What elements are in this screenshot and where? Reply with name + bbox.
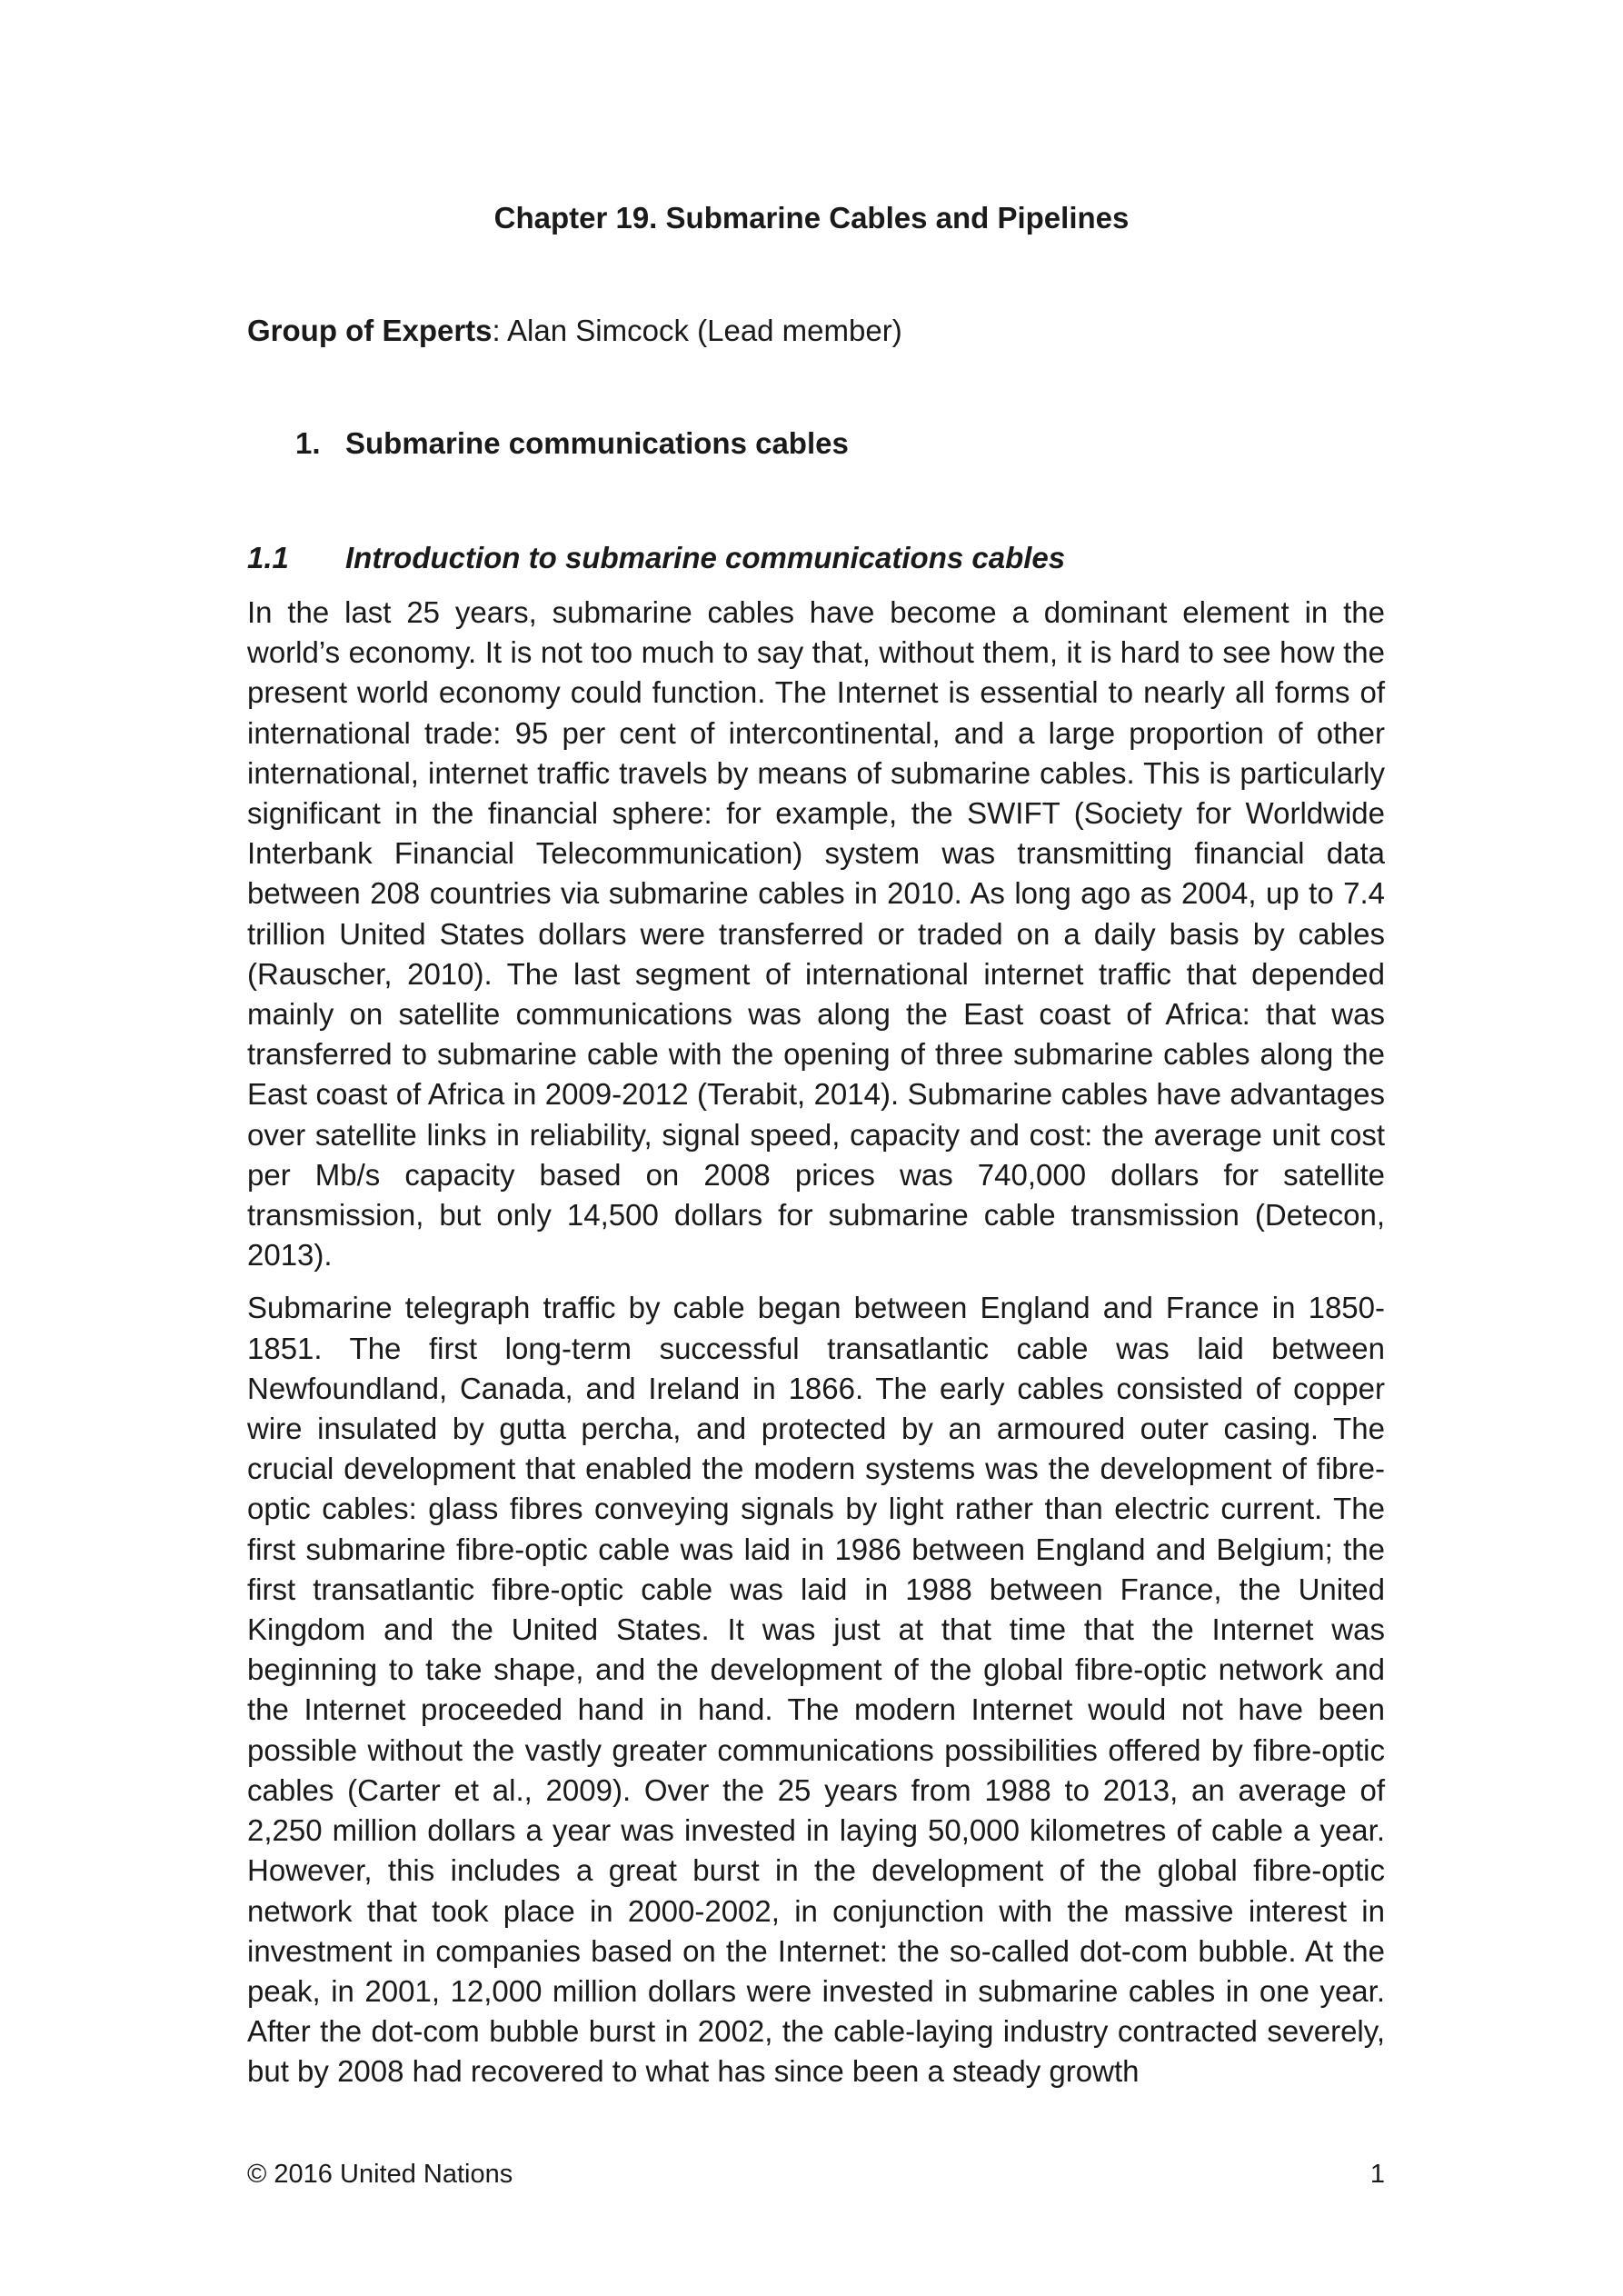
experts-value: : Alan Simcock (Lead member) xyxy=(492,314,902,347)
chapter-title: Chapter 19. Submarine Cables and Pipelines xyxy=(493,201,1130,235)
section-title: Submarine communications cables xyxy=(345,426,849,460)
footer-copyright: © 2016 United Nations xyxy=(247,2160,513,2189)
footer-page-number: 1 xyxy=(1369,2160,1385,2189)
group-of-experts xyxy=(247,311,902,351)
section-number: 1. xyxy=(295,426,321,460)
paragraph: Submarine telegraph traffic by cable began between England and France in 1850-1851. The first long-term successful transatlantic cable was laid between Newfoundland, Canada, and Ireland in 1866. The early cables consisted of copper wire insulated by gutta percha, and protected by an armoured outer casing. The crucial development that enabled the modern systems was the development of fibre-optic cables: glass fibres conveying signals by light rather than electric current. The first submarine fibre-optic cable was laid in 1986 between England and Belgium; the first transatlantic fibre-optic cable was laid in 1988 between France, the United Kingdom and the United States. It was just at that time that the Internet was beginning to take shape, and the development of the global fibre-optic network and the Internet proceeded hand in hand. The modern Internet would not have been possible without the vastly greater communications possibilities offered by fibre-optic cables (Carter et al., 2009). Over the 25 years from 1988 to 2013, an average of 2,250 million dollars a year was invested in laying 50,000 kilometres of cable a year. However, this includes a great burst in the development of the global fibre-optic network that took place in 2000-2002, in conjunction with the massive interest in investment in companies based on the Internet: the so-called dot-com bubble. At the peak, in 2001, 12,000 million dollars were invested in submarine cables in one year. After the dot-com bubble burst in 2002, the cable-laying industry contracted severely, but by 2008 had recovered to what has since been a steady growth xyxy=(247,1291,1385,2089)
subsection-title: Introduction to submarine communications cables xyxy=(345,541,1066,574)
body-text xyxy=(247,593,1385,2105)
section-heading xyxy=(295,424,849,464)
experts-label: Group of Experts xyxy=(247,314,493,347)
subsection-number: 1.1 xyxy=(247,541,289,574)
subsection-heading xyxy=(247,538,1065,578)
paragraph: In the last 25 years, submarine cables have become a dominant element in the world’s economy. It is not too much to say that, without them, it is hard to see how the present world economy could function. The Internet is essential to nearly all forms of international trade: 95 per cent of intercontinental, and a large proportion of other international, internet traffic travels by means of submarine cables. This is particularly significant in the financial sphere: for example, the SWIFT (Society for Worldwide Interbank Financial Telecommunication) system was transmitting financial data between 208 countries via submarine cables in 2010. As long ago as 2004, up to 7.4 trillion United States dollars were transferred or traded on a daily basis by cables (Rauscher, 2010). The last segment of international internet traffic that depended mainly on satellite communications was along the East coast of Africa: that was transferred to submarine cable with the opening of three submarine cables along the East coast of Africa in 2009-2012 (Terabit, 2014). Submarine cables have advantages over satellite links in reliability, signal speed, capacity and cost: the average unit cost per Mb/s capacity based on 2008 prices was 740,000 dollars for satellite transmission, but only 14,500 dollars for submarine cable transmission (Detecon, 2013). xyxy=(247,595,1385,1273)
